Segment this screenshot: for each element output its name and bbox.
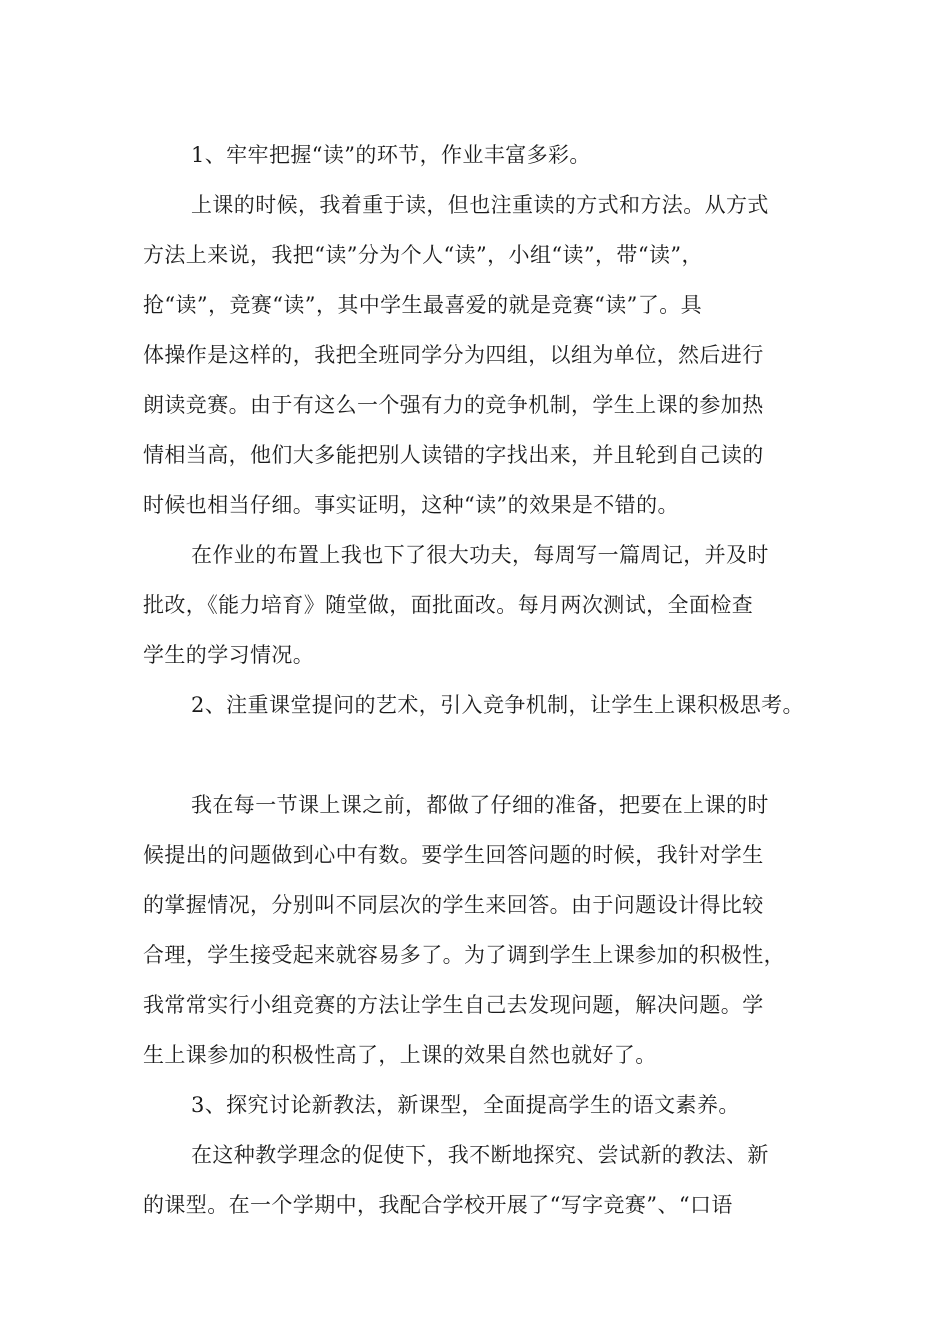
paragraph-line: 的掌握情况，分别叫不同层次的学生来回答。由于问题设计得比较 xyxy=(143,893,764,917)
paragraph-line: 上课的时候，我着重于读，但也注重读的方式和方法。从方式 xyxy=(191,193,769,217)
paragraph-line: 在作业的布置上我也下了很大功夫，每周写一篇周记，并及时 xyxy=(191,543,769,567)
paragraph-line: 批改，《能力培育》随堂做，面批面改。每月两次测试，全面检查 xyxy=(143,593,754,617)
heading-3: 3、探究讨论新教法，新课型，全面提高学生的语文素养。 xyxy=(191,1093,740,1117)
paragraph-line: 我常常实行小组竞赛的方法让学生自己去发现问题，解决问题。学 xyxy=(143,993,764,1017)
heading-2: 2、注重课堂提问的艺术，引入竞争机制，让学生上课积极思考。 xyxy=(191,693,804,717)
paragraph-line: 生上课参加的积极性高了，上课的效果自然也就好了。 xyxy=(143,1043,657,1067)
paragraph-line: 学生的学习情况。 xyxy=(143,643,315,667)
paragraph-line: 情相当高，他们大多能把别人读错的字找出来，并且轮到自己读的 xyxy=(143,443,764,467)
paragraph-line: 抢“读”，竞赛“读”，其中学生最喜爱的就是竞赛“读”了。具 xyxy=(143,293,703,317)
paragraph-line: 合理，学生接受起来就容易多了。为了调到学生上课参加的积极性， xyxy=(143,943,785,967)
paragraph-line: 体操作是这样的，我把全班同学分为四组，以组为单位，然后进行 xyxy=(143,343,764,367)
paragraph-line: 在这种教学理念的促使下，我不断地探究、尝试新的教法、新 xyxy=(191,1143,769,1167)
paragraph-line: 方法上来说，我把“读”分为个人“读”，小组“读”，带“读”， xyxy=(143,243,703,267)
paragraph-line: 我在每一节课上课之前，都做了仔细的准备，把要在上课的时 xyxy=(191,793,769,817)
paragraph-line: 的课型。在一个学期中，我配合学校开展了“写字竞赛”、“口语 xyxy=(143,1193,733,1217)
heading-1: 1、牢牢把握“读”的环节，作业丰富多彩。 xyxy=(191,143,591,167)
paragraph-line: 候提出的问题做到心中有数。要学生回答问题的时候，我针对学生 xyxy=(143,843,764,867)
paragraph-line: 时候也相当仔细。事实证明，这种“读”的效果是不错的。 xyxy=(143,493,679,517)
paragraph-line: 朗读竞赛。由于有这么一个强有力的竞争机制，学生上课的参加热 xyxy=(143,393,764,417)
